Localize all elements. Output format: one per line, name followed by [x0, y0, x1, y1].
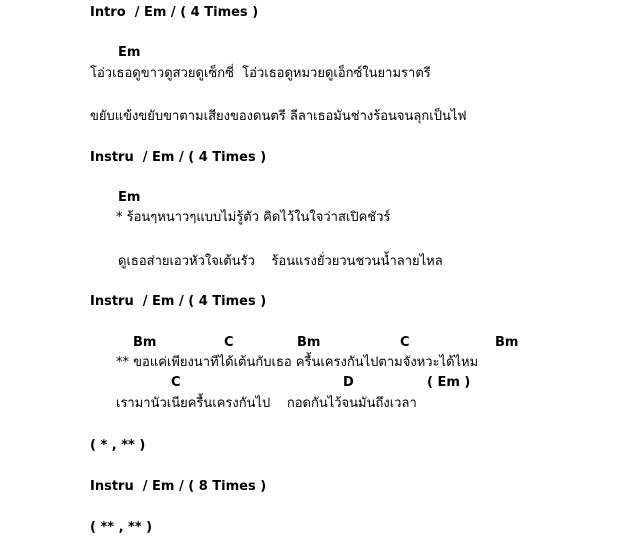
- section-instru: Instru / Em / ( 4 Times ): [90, 150, 267, 165]
- section-repeat: ( * , ** ): [90, 438, 146, 453]
- chord: C: [224, 335, 234, 350]
- chord: Bm: [297, 335, 321, 350]
- section-intro: Intro / Em / ( 4 Times ): [90, 5, 259, 20]
- chord-line: Em: [118, 45, 141, 60]
- chord: C: [400, 335, 410, 350]
- section-instru: Instru / Em / ( 4 Times ): [90, 294, 267, 309]
- chord: D: [343, 375, 354, 390]
- lyric-line: ** ขอแค่เพียงนาทีได้เต้นกับเธอ ครื้นเครงกันไปตามจังหวะได้ไหม: [116, 355, 479, 370]
- lyric-line: * ร้อนๆหนาวๆแบบไม่รู้ตัว คิดไว้ในใจว่าสเปิคชัวร์: [116, 210, 391, 225]
- lyric-line: ดูเธอส่ายเอวหัวใจเต้นรัว ร้อนแรงยั่วยวนชวนน้ำลายไหล: [118, 254, 443, 269]
- section-instru: Instru / Em / ( 8 Times ): [90, 479, 267, 494]
- chord: Bm: [133, 335, 157, 350]
- chord: Bm: [495, 335, 519, 350]
- section-repeat: ( ** , ** ): [90, 520, 153, 535]
- chord-line: Em: [118, 190, 141, 205]
- lyric-line: เรามานัวเนียครื้นเครงกันไป กอดกันไว้จนมันถึงเวลา: [116, 396, 417, 411]
- lyric-line: ขยับแข้งขยับขาตามเสียงของดนตรี ลีลาเธอมันช่างร้อนจนลุกเป็นไฟ: [90, 109, 467, 124]
- lyric-line: โอ่วเธอดูขาวดูสวยดูเซ็กซี่ โอ่วเธอดูหมวยดูเอ็กซ์ในยามราตรี: [90, 66, 431, 81]
- chord: ( Em ): [427, 375, 471, 390]
- chord: C: [171, 375, 181, 390]
